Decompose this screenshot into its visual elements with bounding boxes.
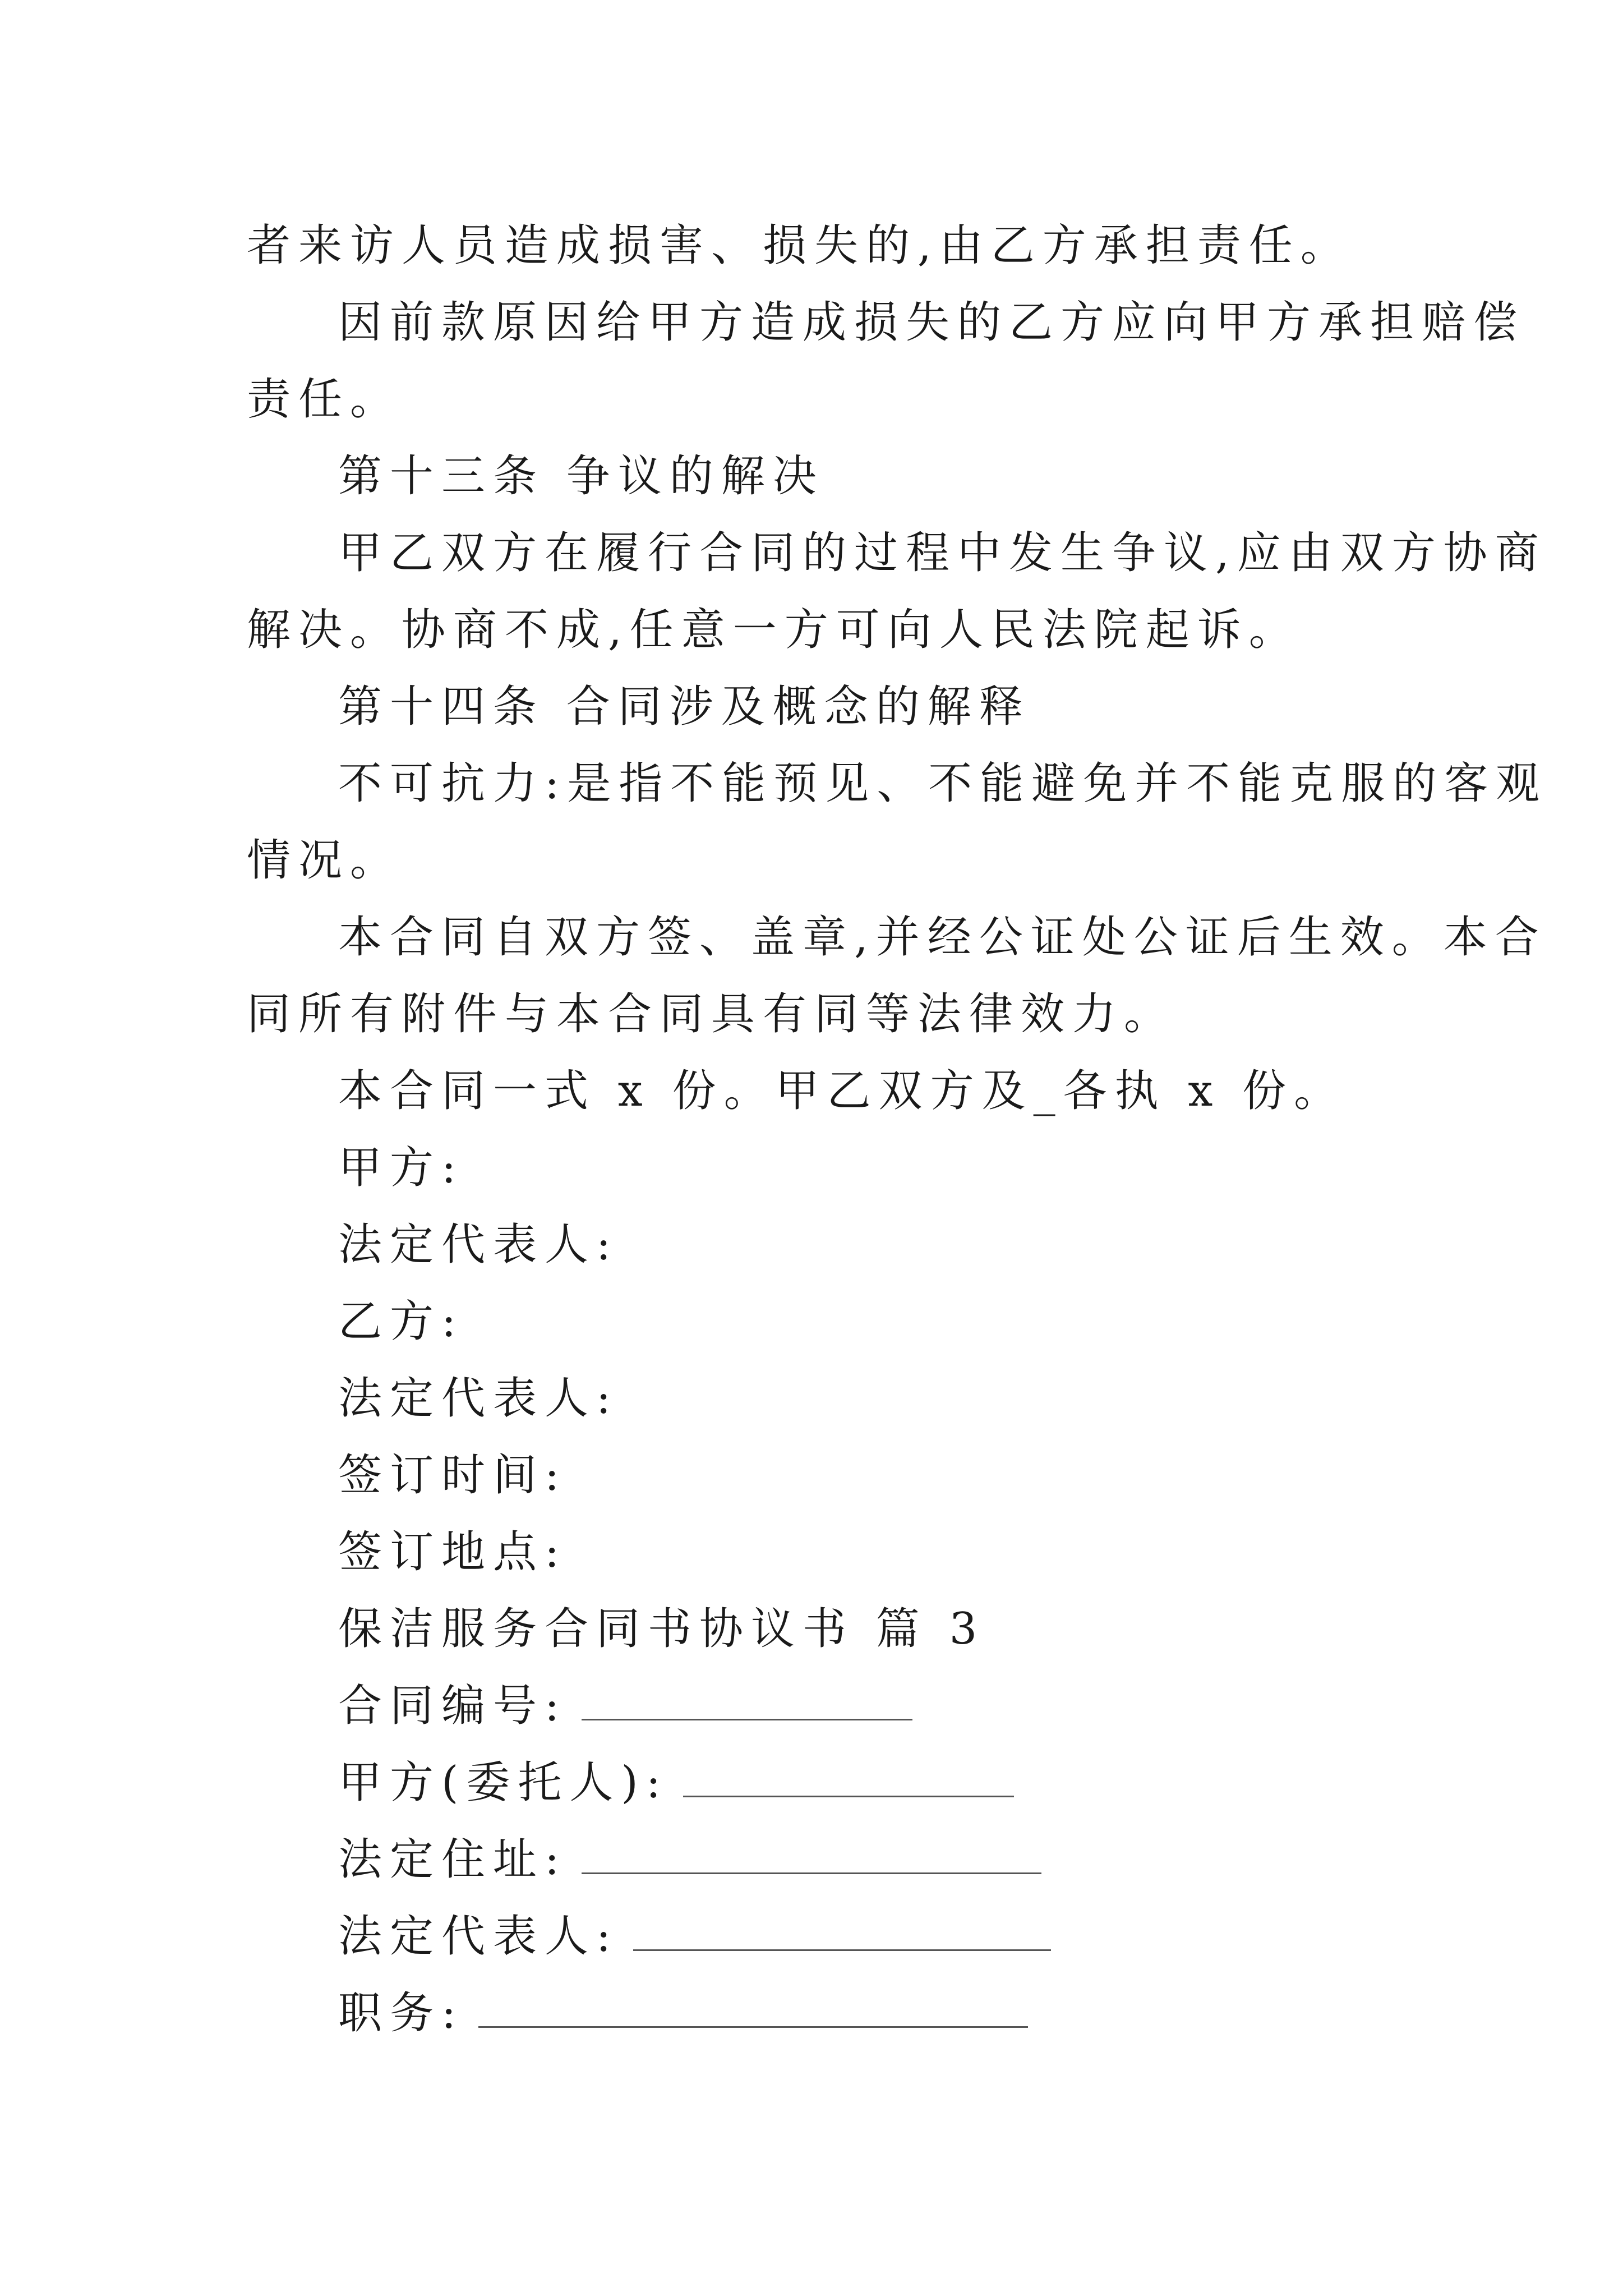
field-label: 合同编号:	[338, 1681, 568, 1731]
party-a-blank	[683, 1763, 1014, 1797]
paragraph-line: 情况。	[247, 835, 402, 886]
paragraph-line: 责任。	[247, 374, 402, 425]
form-row-legal-address	[247, 1821, 1385, 1898]
form-row-party-a	[247, 1745, 1385, 1821]
paragraph-line: 本合同自双方签、盖章,并经公证处公证后生效。本合	[338, 912, 1547, 963]
field-label: 法定住址:	[338, 1834, 568, 1885]
signature-label-legal-rep-a: 法定代表人:	[338, 1220, 619, 1270]
signature-label-party-a: 甲方:	[338, 1143, 464, 1193]
form-row-legal-rep	[247, 1898, 1385, 1975]
paragraph-line: 因前款原因给甲方造成损失的乙方应向甲方承担赔偿	[338, 297, 1525, 348]
signature-label-party-b: 乙方:	[338, 1296, 464, 1347]
article-heading: 第十三条 争议的解决	[338, 451, 824, 501]
form-row-contract-number	[247, 1668, 1385, 1745]
signature-label-place: 签订地点:	[338, 1527, 568, 1577]
section-title: 保洁服务合同书协议书 篇 3	[338, 1604, 985, 1654]
article-heading: 第十四条 合同涉及概念的解释	[338, 682, 1031, 732]
contract-number-blank	[582, 1686, 912, 1720]
paragraph-line: 甲乙双方在履行合同的过程中发生争议,应由双方协商	[338, 528, 1547, 578]
paragraph-line: 解决。协商不成,任意一方可向人民法院起诉。	[247, 605, 1301, 655]
document-page	[247, 208, 1548, 2052]
field-label: 职务:	[338, 1988, 464, 2039]
legal-address-blank	[582, 1840, 1041, 1874]
paragraph-line: 同所有附件与本合同具有同等法律效力。	[247, 989, 1176, 1039]
form-row-position	[247, 1975, 1385, 2052]
paragraph-line: 本合同一式 x 份。甲乙双方及_各执 x 份。	[338, 1066, 1346, 1116]
field-label: 法定代表人:	[338, 1911, 619, 1962]
legal-rep-blank	[633, 1917, 1051, 1951]
field-label: 甲方(委托人):	[338, 1757, 669, 1808]
signature-label-legal-rep-b: 法定代表人:	[338, 1373, 619, 1424]
signature-label-date: 签订时间:	[338, 1450, 568, 1501]
position-blank	[478, 1994, 1028, 2028]
paragraph-line: 者来访人员造成损害、损失的,由乙方承担责任。	[247, 220, 1352, 271]
paragraph-line: 不可抗力:是指不能预见、不能避免并不能克服的客观	[338, 758, 1548, 809]
